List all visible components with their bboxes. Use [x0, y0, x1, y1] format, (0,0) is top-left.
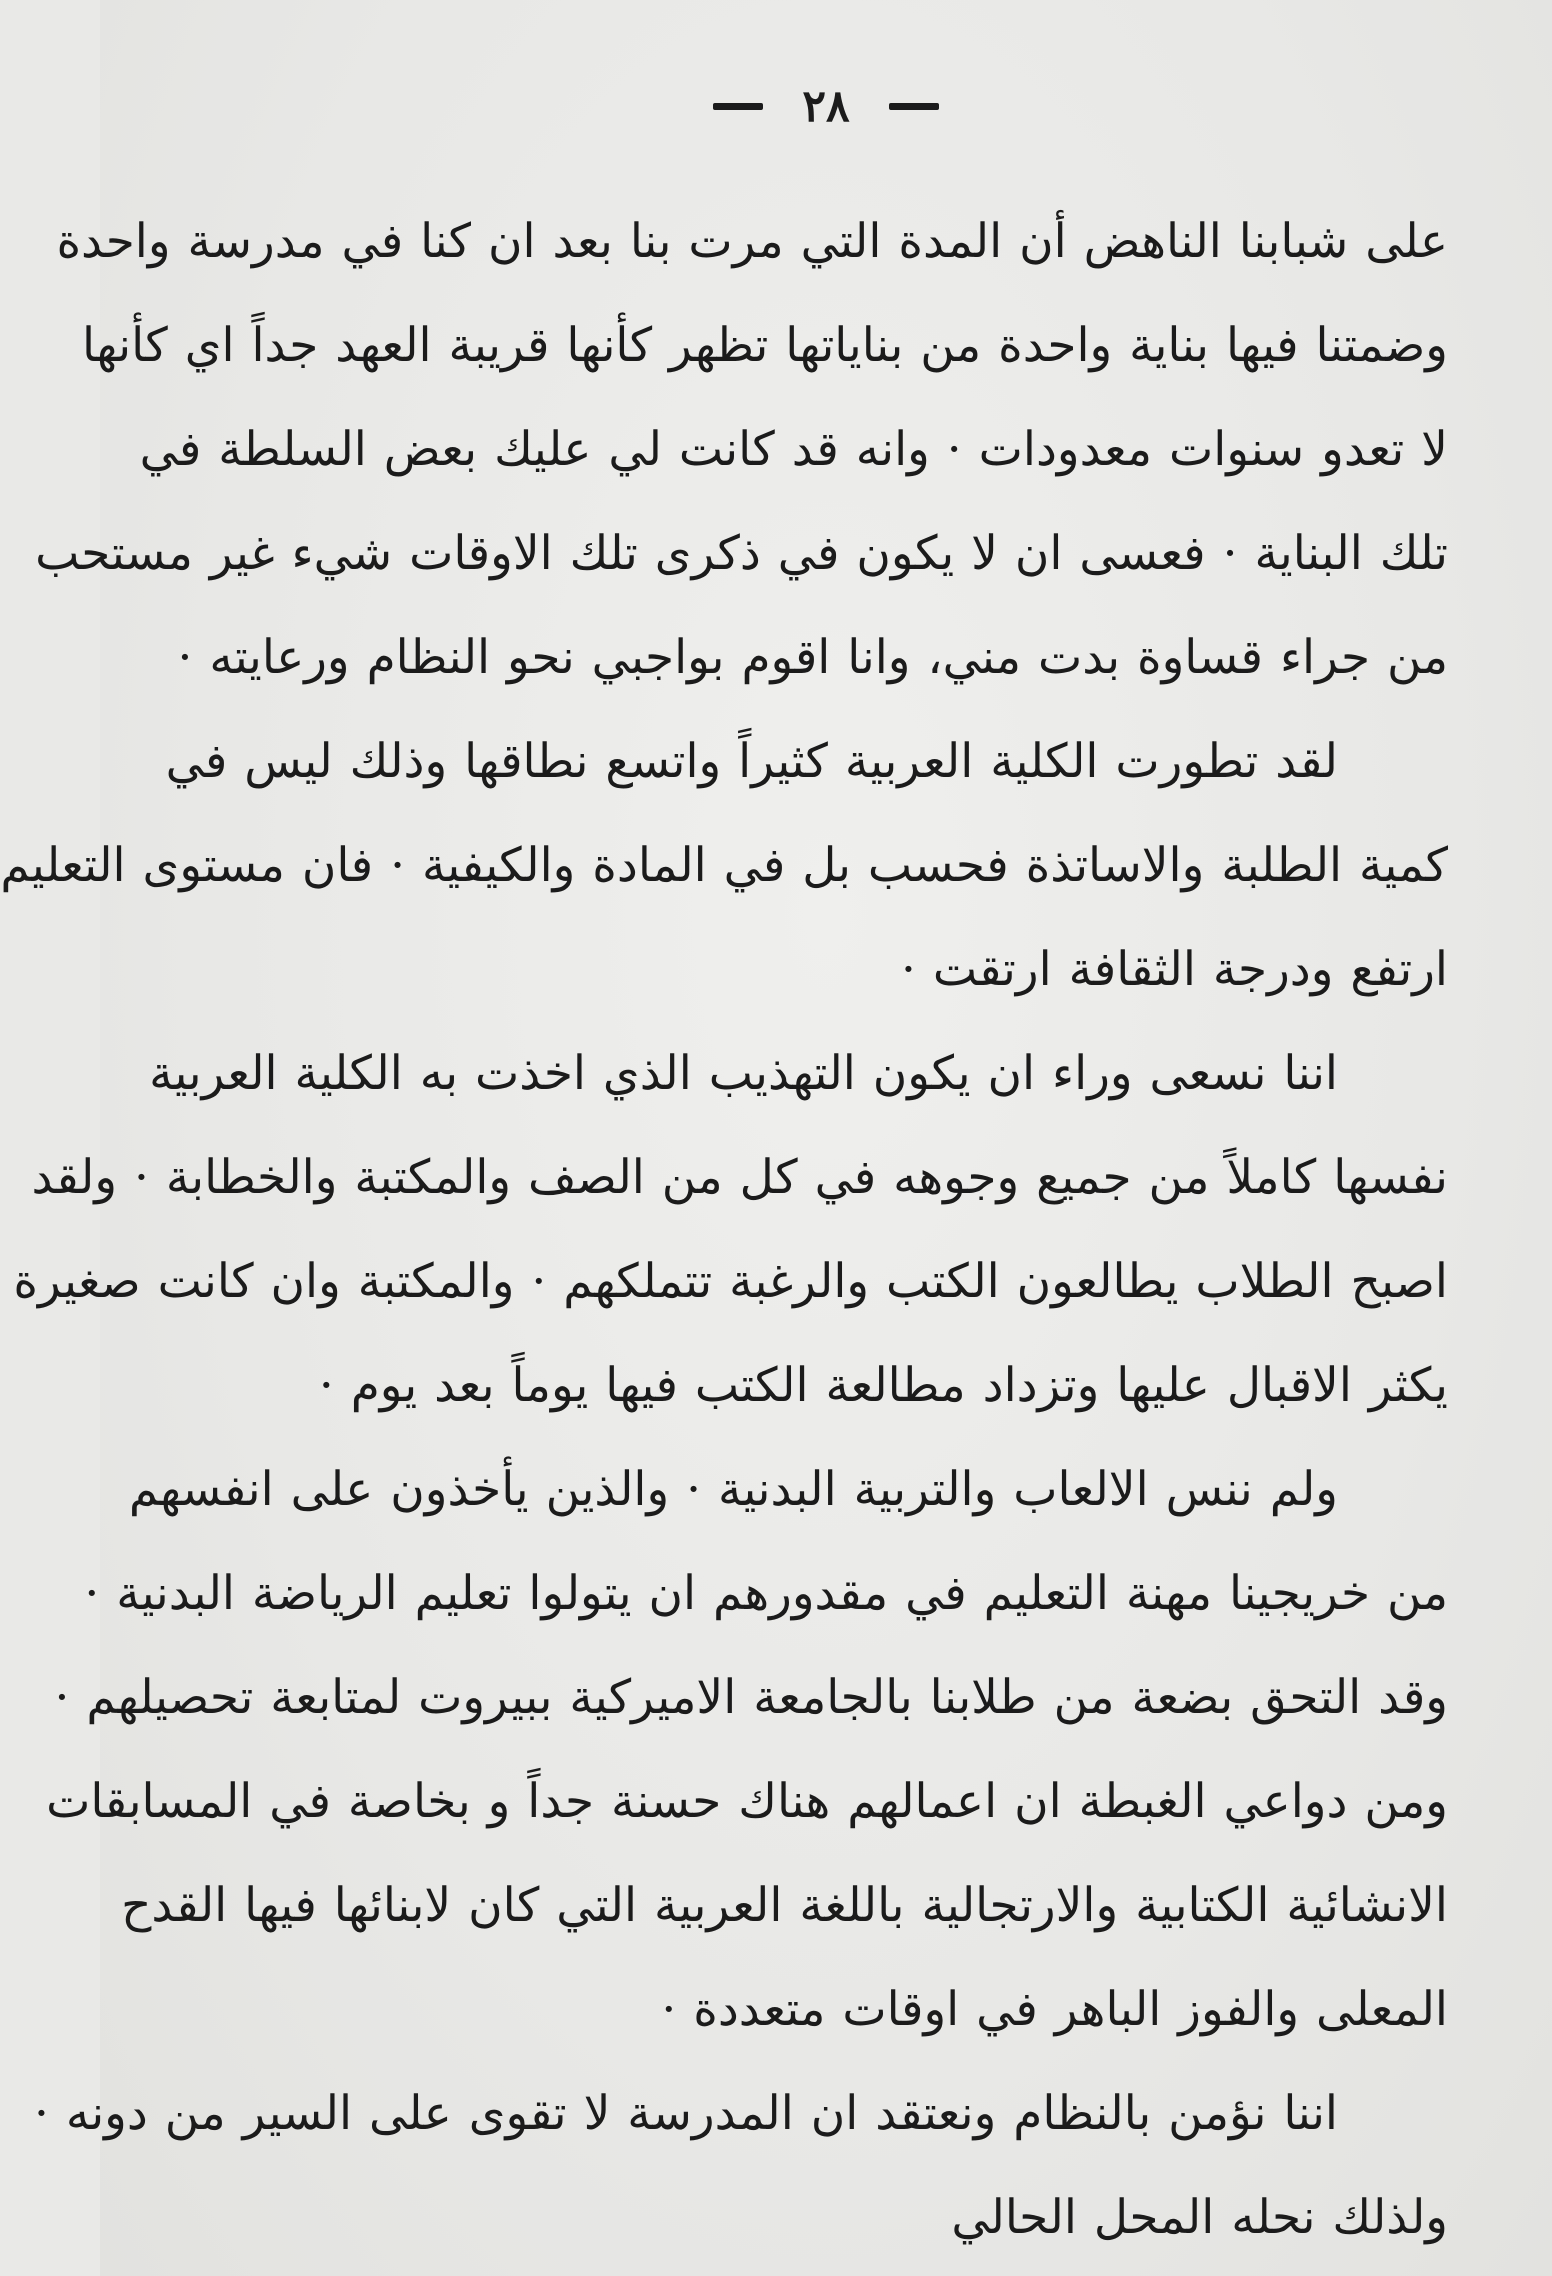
text-line: وضمتنا فيها بناية واحدة من بناياتها تظهر كأنها قريبة العهد جداً اي كأنها — [82, 318, 1448, 373]
body-text — [0, 190, 1448, 2270]
text-line: ولم ننس الالعاب والتربية البدنية · والذين يأخذون على انفسهم — [128, 1462, 1338, 1517]
text-line: من خريجينا مهنة التعليم في مقدورهم ان يتولوا تعليم الرياضة البدنية · — [84, 1566, 1448, 1621]
text-line: اننا نؤمن بالنظام ونعتقد ان المدرسة لا تقوى على السير من دونه · — [34, 2086, 1338, 2141]
text-line: وقد التحق بضعة من طلابنا بالجامعة الاميركية ببيروت لمتابعة تحصيلهم · — [54, 1670, 1448, 1725]
text-line: على شبابنا الناهض أن المدة التي مرت بنا بعد ان كنا في مدرسة واحدة — [56, 214, 1448, 269]
text-line: الانشائية الكتابية والارتجالية باللغة العربية التي كان لابنائها فيها القدح — [121, 1878, 1448, 1933]
text-line: اننا نسعى وراء ان يكون التهذيب الذي اخذت به الكلية العربية — [149, 1046, 1338, 1101]
text-line: لقد تطورت الكلية العربية كثيراً واتسع نطاقها وذلك ليس في — [165, 734, 1338, 789]
text-line: من جراء قساوة بدت مني، وانا اقوم بواجبي نحو النظام ورعايته · — [177, 630, 1448, 685]
text-line: يكثر الاقبال عليها وتزداد مطالعة الكتب فيها يوماً بعد يوم · — [318, 1358, 1448, 1413]
page-number: ٢٨ — [802, 81, 850, 132]
page-number-header — [100, 78, 1552, 132]
text-line: المعلى والفوز الباهر في اوقات متعددة · — [661, 1982, 1448, 2037]
text-line: تلك البناية · فعسى ان لا يكون في ذكرى تلك الاوقات شيء غير مستحب — [35, 526, 1448, 581]
text-line: ارتفع ودرجة الثقافة ارتقت · — [901, 942, 1448, 997]
header-dash-left — [713, 103, 763, 110]
text-line: اصبح الطلاب يطالعون الكتب والرغبة تتملكهم · والمكتبة وان كانت صغيرة — [13, 1254, 1448, 1309]
text-line: ومن دواعي الغبطة ان اعمالهم هناك حسنة جداً و بخاصة في المسابقات — [46, 1774, 1448, 1829]
text-line: نفسها كاملاً من جميع وجوهه في كل من الصف والمكتبة والخطابة · ولقد — [31, 1150, 1448, 1205]
text-line: كمية الطلبة والاساتذة فحسب بل في المادة والكيفية · فان مستوى التعليم — [0, 838, 1448, 893]
text-line: ولذلك نحله المحل الحالي — [951, 2190, 1448, 2245]
text-line: لا تعدو سنوات معدودات · وانه قد كانت لي عليك بعض السلطة في — [139, 422, 1448, 477]
header-dash-right — [889, 103, 939, 110]
